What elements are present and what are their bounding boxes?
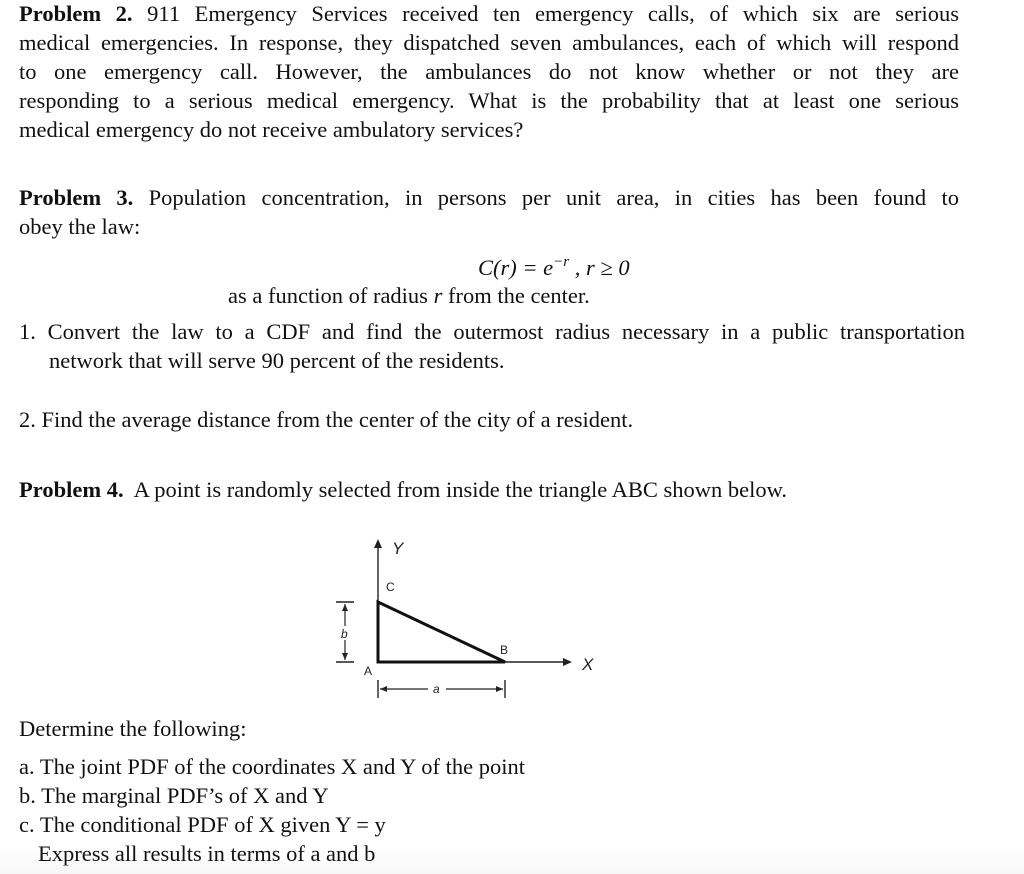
problem-3-item-1-line-1: 1. Convert the law to a CDF and find the outermost radius necessary in a public transportation [19, 319, 965, 344]
problem-4-line-1 [19, 476, 787, 504]
x-axis-label: X [582, 655, 594, 674]
y-axis-label: Y [392, 539, 404, 558]
radius-variable: r [433, 283, 443, 308]
dim-b-arrow-up-icon [342, 604, 348, 611]
dim-b-arrow-down-icon [342, 653, 348, 660]
vertex-b-label: B [500, 643, 509, 657]
dim-a-arrow-right-icon [496, 686, 503, 692]
problem-3-text-1: Population concentration, in persons per unit area, in cities has been found to [148, 185, 959, 210]
x-axis-arrow-icon [563, 658, 572, 666]
problem-2-line-5: medical emergency do not receive ambulatory services? [19, 117, 524, 142]
problem-3-item-1-line-2: network that will serve 90 percent of the residents. [49, 348, 505, 373]
problem-2-text-1: 911 Emergency Services received ten emergency calls, of which six are serious [147, 1, 959, 26]
problem-4-item-a: a. The joint PDF of the coordinates X and Y of the point [19, 754, 525, 779]
problem-2-line-1 [19, 0, 959, 28]
radius-text-post: from the center. [442, 283, 590, 308]
y-axis-arrow-icon [374, 539, 382, 548]
problem-4-determine: Determine the following: [19, 716, 247, 741]
equation-lhs: C(r) = e [478, 255, 554, 280]
vertex-c-label: C [386, 580, 395, 594]
problem-3-label: Problem 3. [19, 185, 134, 210]
problem-4-item-c: c. The conditional PDF of X given Y = y [19, 812, 386, 837]
radius-text-pre: as a function of radius [228, 283, 434, 308]
equation-exponent: −r [553, 254, 570, 270]
problem-3-equation [478, 248, 630, 282]
dim-a-arrow-left-icon [380, 686, 387, 692]
problem-3-radius-line [228, 282, 590, 310]
triangle-abc [378, 602, 505, 662]
dim-b-label: b [341, 627, 348, 641]
equation-rhs: , r ≥ 0 [569, 255, 630, 280]
problem-2-line-2: medical emergencies. In response, they dispatched seven ambulances, each of which will respond [19, 30, 959, 55]
problem-3-item-2: 2. Find the average distance from the center of the city of a resident. [19, 407, 634, 432]
problem-2-line-4: responding to a serious medical emergency. What is the probability that at least one serious [19, 88, 959, 113]
triangle-figure [320, 530, 620, 710]
dim-a-label: a [433, 682, 440, 696]
problem-4-text-1: A point is randomly selected from inside the triangle ABC shown below. [133, 477, 788, 502]
problem-2-line-3: to one emergency call. However, the ambulances do not know whether or not they are [19, 59, 959, 84]
problem-4-item-b: b. The marginal PDF’s of X and Y [19, 783, 329, 808]
problem-3-line-1 [19, 184, 959, 212]
problem-3-line-2: obey the law: [19, 214, 141, 239]
problem-2-label: Problem 2. [19, 1, 133, 26]
problem-4-label: Problem 4. [19, 477, 124, 502]
problem-4-express: Express all results in terms of a and b [38, 841, 376, 866]
vertex-a-label: A [364, 664, 373, 678]
